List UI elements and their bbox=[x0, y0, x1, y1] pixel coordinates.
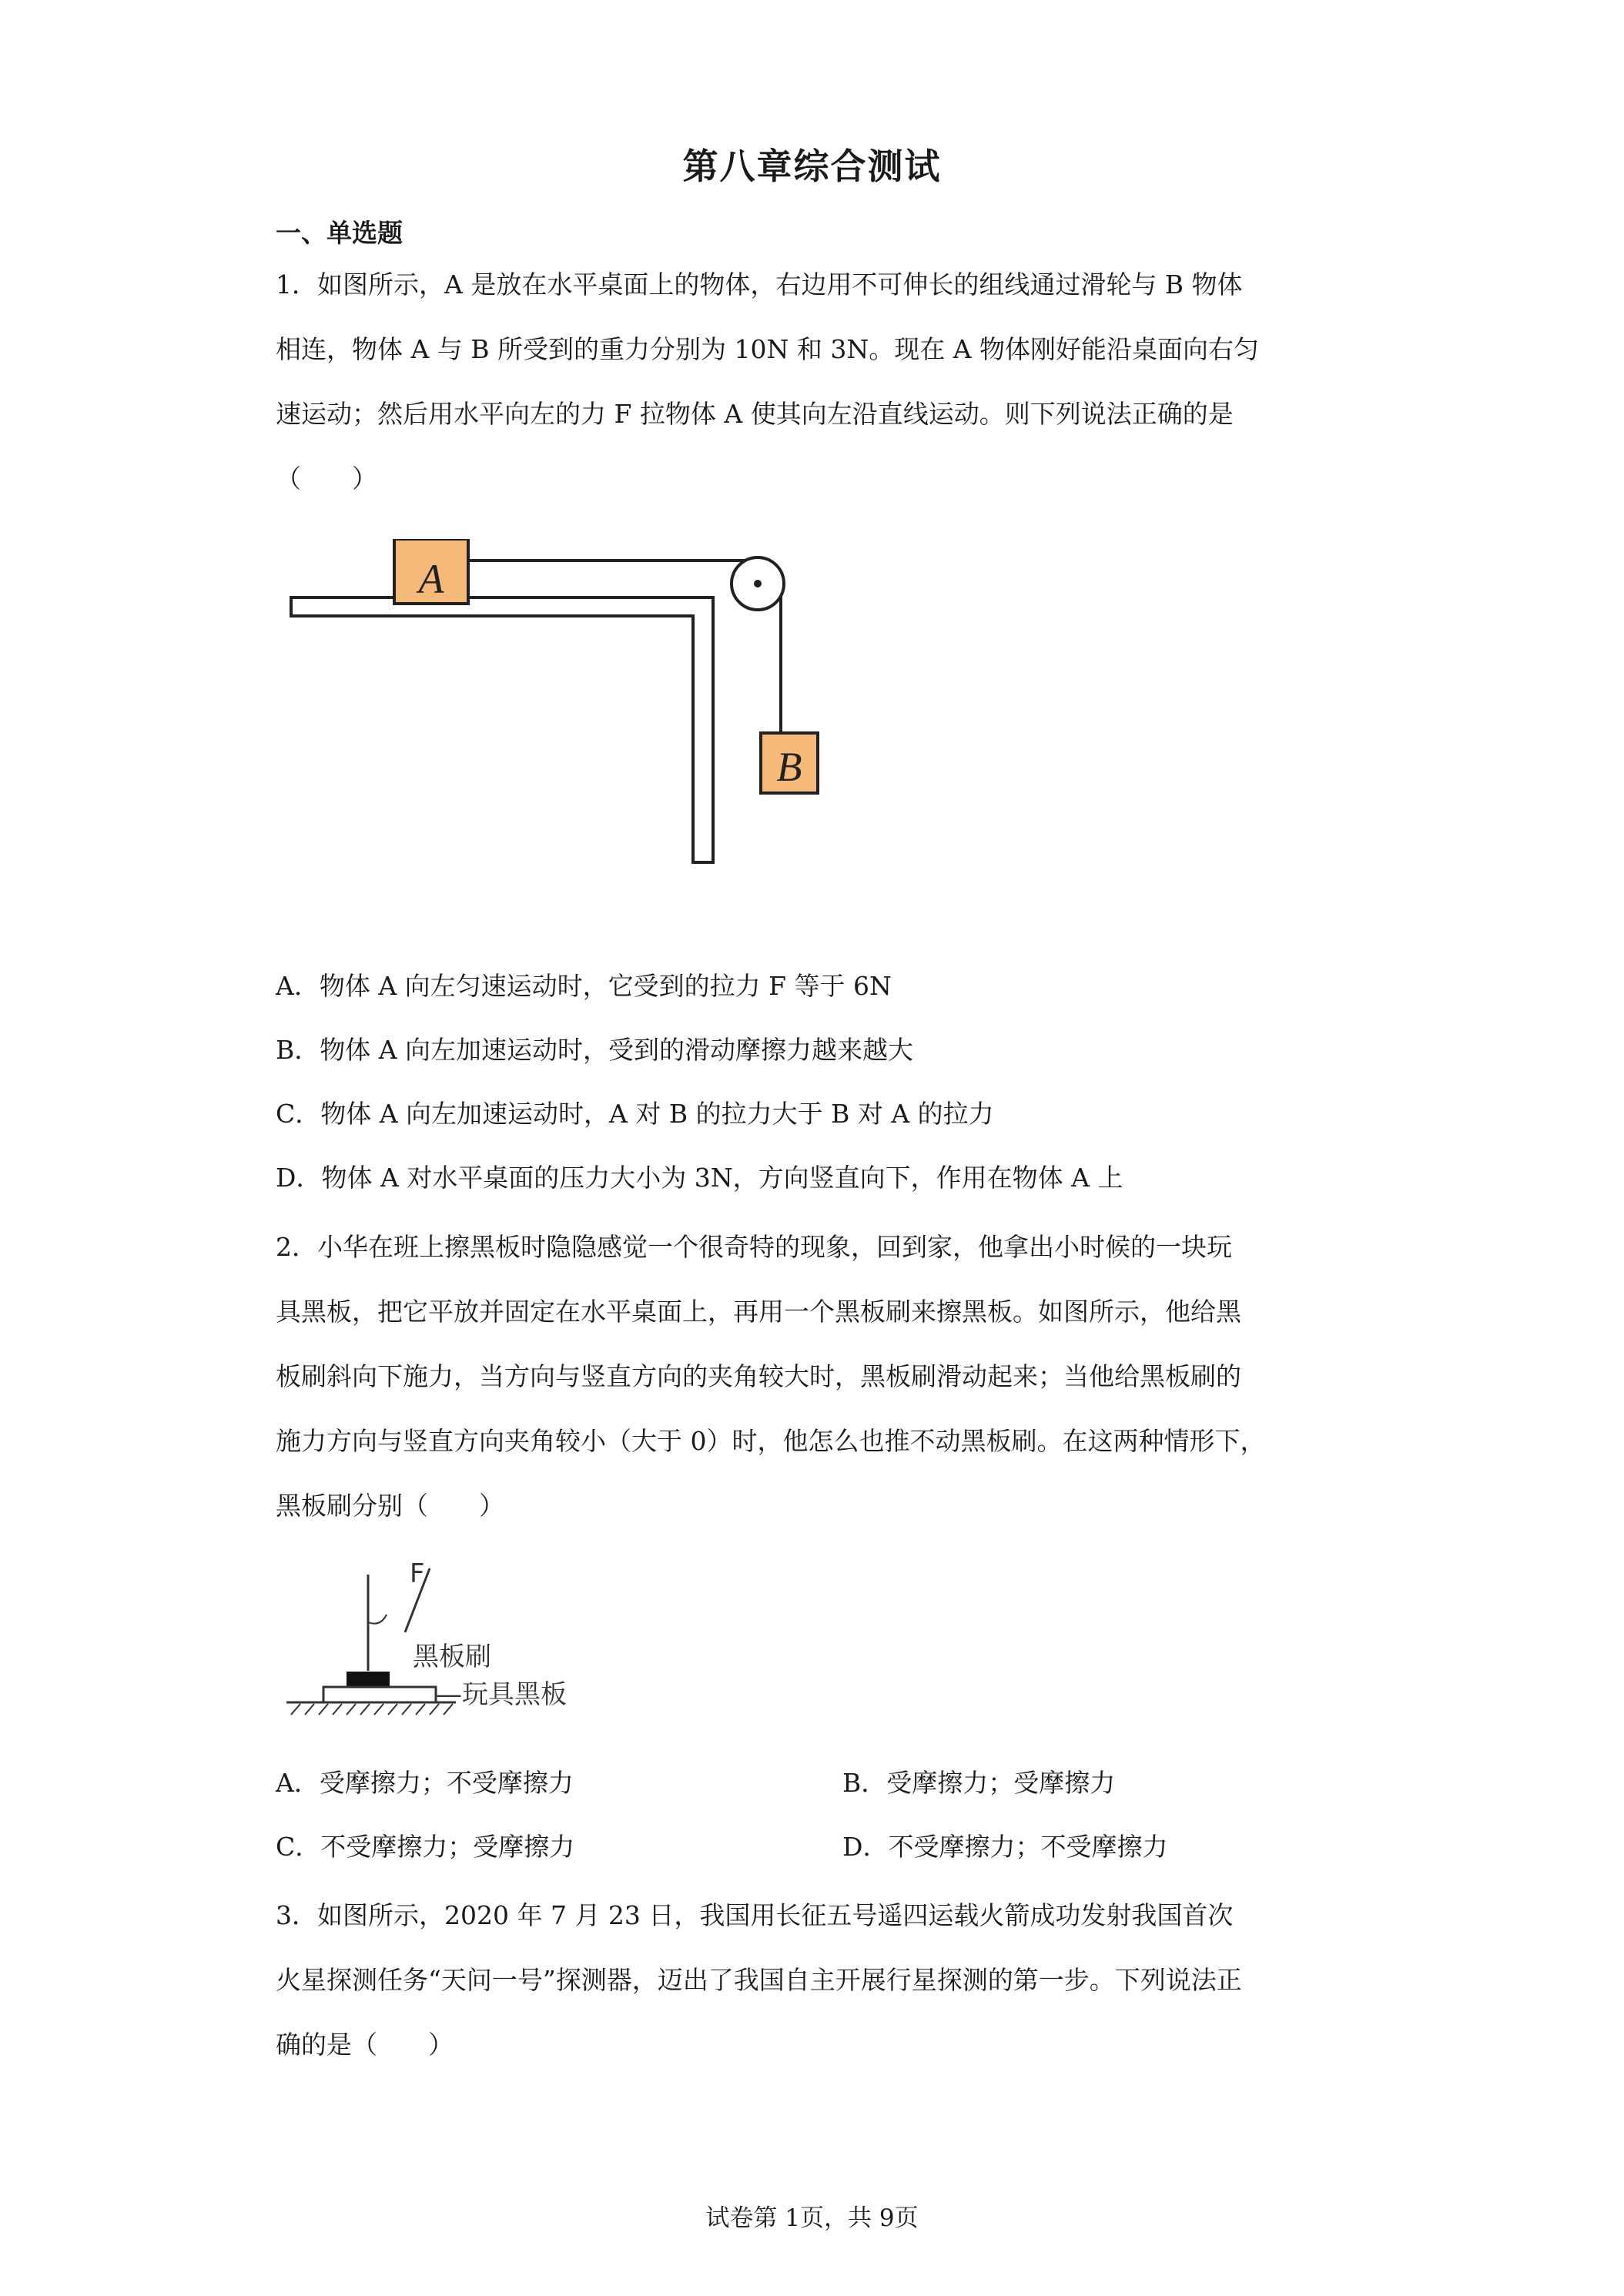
question-1-text bbox=[276, 253, 1361, 511]
page-footer: 试卷第 1页，共 9页 bbox=[705, 2204, 919, 2232]
toy-blackboard bbox=[323, 1687, 436, 1702]
q2-option-a: A．受摩擦力；不受摩擦力 bbox=[276, 1768, 574, 1798]
force-label: F bbox=[410, 1558, 425, 1589]
question-1-line: 速运动；然后用水平向左的力 F 拉物体 A 使其向左沿直线运动。则下列说法正确的是 bbox=[276, 399, 1234, 429]
page-title: 第八章综合测试 bbox=[682, 146, 942, 187]
question-1-line: 1．如图所示，A 是放在水平桌面上的物体，右边用不可伸长的组线通过滑轮与 B 物体 bbox=[276, 269, 1243, 300]
table-outline bbox=[291, 597, 713, 862]
pulley-figure bbox=[285, 539, 839, 870]
question-3-line: 火星探测任务“天问一号”探测器，迈出了我国自主开展行星探测的第一步。下列说法正 bbox=[276, 1965, 1242, 1995]
q1-option-a: A．物体 A 向左匀速运动时，它受到的拉力 F 等于 6N bbox=[276, 971, 892, 1001]
brush-label: 黑板刷 bbox=[413, 1642, 491, 1672]
blackboard-figure bbox=[283, 1551, 607, 1729]
question-2-line: 施力方向与竖直方向夹角较小（大于 0）时，他怎么也推不动黑板刷。在这两种情形下， bbox=[276, 1426, 1266, 1456]
question-2-text bbox=[276, 1215, 1361, 1538]
block-b-label: B bbox=[776, 744, 802, 790]
question-3-line: 确的是（ ） bbox=[276, 2030, 454, 2060]
q1-option-d: D．物体 A 对水平桌面的压力大小为 3N，方向竖直向下，作用在物体 A 上 bbox=[276, 1163, 1123, 1193]
section-heading: 一、单选题 bbox=[276, 218, 403, 248]
question-2-line: 黑板刷分别（ ） bbox=[276, 1491, 504, 1521]
blackboard-brush bbox=[347, 1672, 390, 1687]
q1-option-c: C．物体 A 向左加速运动时，A 对 B 的拉力大于 B 对 A 的拉力 bbox=[276, 1099, 994, 1129]
question-2-line: 2．小华在班上擦黑板时隐隐感觉一个很奇特的现象，回到家，他拿出小时候的一块玩 bbox=[276, 1232, 1232, 1262]
block-a-label: A bbox=[418, 556, 444, 602]
board-label: —玩具黑板 bbox=[436, 1679, 567, 1710]
ground-hatching bbox=[291, 1704, 453, 1715]
q2-option-b: B．受摩擦力；受摩擦力 bbox=[842, 1768, 1116, 1798]
q1-option-b: B．物体 A 向左加速运动时，受到的滑动摩擦力越来越大 bbox=[276, 1035, 914, 1065]
question-1-line: （ ） bbox=[276, 464, 377, 494]
question-3-line: 3．如图所示，2020 年 7 月 23 日，我国用长征五号遥四运载火箭成功发射我国首次 bbox=[276, 1900, 1234, 1930]
question-1-line: 相连，物体 A 与 B 所受到的重力分别为 10N 和 3N。现在 A 物体刚好能沿桌面向右匀 bbox=[276, 334, 1260, 364]
question-2-line: 板刷斜向下施力，当方向与竖直方向的夹角较大时，黑板刷滑动起来；当他给黑板刷的 bbox=[276, 1361, 1241, 1391]
q2-option-c: C．不受摩擦力；受摩擦力 bbox=[276, 1832, 575, 1862]
question-2-line: 具黑板，把它平放并固定在水平桌面上，再用一个黑板刷来擦黑板。如图所示，他给黑 bbox=[276, 1297, 1241, 1327]
q2-option-d: D．不受摩擦力；不受摩擦力 bbox=[842, 1832, 1168, 1862]
angle-arc bbox=[368, 1615, 387, 1624]
question-3-text bbox=[276, 1883, 1361, 2077]
pulley-axle bbox=[754, 580, 762, 587]
